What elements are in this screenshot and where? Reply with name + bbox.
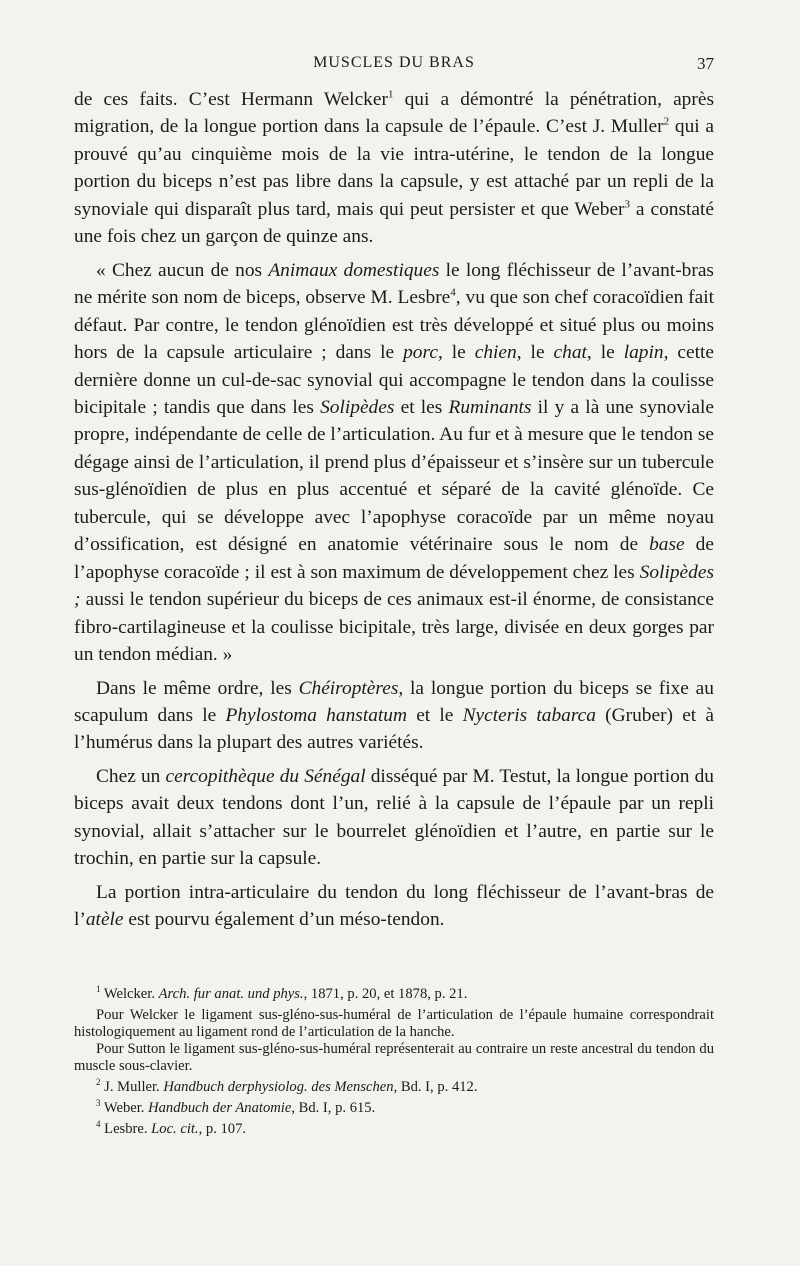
- italic-term: chat: [553, 342, 587, 364]
- text-run: Dans le même ordre, les: [96, 677, 299, 699]
- text-run: « Chez aucun de nos: [96, 259, 269, 281]
- text-run: est pourvu également d’un méso-tendon.: [123, 909, 445, 931]
- paragraph: [74, 675, 714, 757]
- text-run: Chez un: [96, 765, 166, 787]
- body-text: [74, 86, 714, 940]
- text-run: Pour Sutton le ligament sus-gléno-sus-huméral représenterait au contraire un reste ancestral du tendon du muscle sous-clavier.: [74, 1041, 714, 1074]
- text-run: le long fléchisseur de l’avant-bras ne mérite son nom de biceps, observe M. Lesbre: [74, 259, 714, 309]
- text-run: et le: [407, 704, 463, 726]
- text-run: de l’apophyse coracoïde ; il est à son maximum de développement chez les: [74, 534, 714, 583]
- text-run: (Gruber) et à l’humérus dans la plupart des autres variétés.: [74, 704, 714, 754]
- text-run: , Bd. I, p. 412.: [393, 1079, 478, 1095]
- text-run: , le: [586, 342, 624, 364]
- footnote-ref: 4: [450, 286, 456, 299]
- text-run: La portion intra-articulaire du tendon du long fléchisseur de l’avant-bras de l’: [74, 881, 714, 931]
- text-run: J. Muller.: [100, 1079, 164, 1095]
- italic-term: cercopithèque du Sénégal: [165, 765, 366, 787]
- italic-term: Solipèdes: [320, 396, 395, 418]
- page-number: 37: [697, 54, 714, 73]
- italic-term: lapin: [623, 342, 664, 364]
- paragraph: [74, 763, 714, 873]
- text-run: , cette dernière donne un cul-de-sac synovial qui accompagne le tendon dans la coulisse bicipitale ; tandis que dans les: [74, 342, 715, 418]
- footnote-ref: 3: [96, 1098, 101, 1109]
- footnote: [74, 1041, 714, 1075]
- text-run: Welcker.: [100, 986, 159, 1002]
- italic-term: Solipèdes ;: [74, 561, 714, 611]
- paragraph: [74, 86, 714, 251]
- italic-term: Phylostoma hanstatum: [225, 704, 407, 726]
- paragraph: [74, 257, 714, 669]
- text-run: , la longue portion du biceps se fixe au scapulum dans le: [74, 677, 714, 726]
- italic-term: Ruminants: [448, 396, 532, 418]
- footnote: [74, 986, 714, 1003]
- italic-term: atèle: [85, 909, 124, 931]
- footnote-ref: 2: [663, 115, 670, 128]
- running-title: MUSCLES DU BRAS: [313, 54, 475, 71]
- text-run: , p. 107.: [198, 1121, 247, 1137]
- text-run: , le: [437, 342, 475, 364]
- text-run: il y a là une synoviale propre, indépendante de celle de l’articulation. Au fur et à mesure que le tendon se dégage ainsi de l’articulation, il prend plus d’épaisseur et s’insère sur un tubercule sus-glénoïdien de plus en plus accentué et séparé de la cavité glénoïde. Ce tubercule, qui se développe avec l’apophyse coracoïde par un même noyau d’ossification, est désigné en anatomie vétérinaire sous le nom de: [74, 396, 714, 556]
- footnote-ref: 2: [96, 1077, 101, 1088]
- text-run: de ces faits. C’est Hermann Welcker: [74, 89, 388, 110]
- italic-term: Loc. cit.: [151, 1121, 199, 1137]
- text-run: Pour Welcker le ligament sus-gléno-sus-huméral de l’articulation de l’épaule humaine correspondrait histologiquement au ligament rond de l’articulation de la hanche.: [74, 1007, 714, 1040]
- text-run: , le: [516, 342, 554, 364]
- text-run: aussi le tendon supérieur du biceps de ces animaux est-il énorme, de consistance fibro-cartilagineuse et la coulisse bicipitale, très large, divisée en deux gorges par un tendon médian. »: [74, 589, 714, 666]
- italic-term: porc: [403, 342, 438, 364]
- paragraph: [74, 879, 714, 934]
- footnote-ref: 1: [387, 88, 394, 101]
- italic-term: chien: [474, 342, 517, 364]
- text-run: qui a prouvé qu’au cinquième mois de la vie intra-utérine, le tendon de la longue portion du biceps n’est pas libre dans la capsule, y est attaché par un repli de la synoviale qui disparaît plus tard, mais qui peut persister et que Weber: [74, 116, 714, 220]
- text-run: , vu que son chef coracoïdien fait défaut. Par contre, le tendon glénoïdien est très développé et situé plus ou moins hors de la capsule articulaire ; dans le: [74, 287, 714, 364]
- footnote-ref: 1: [96, 984, 101, 995]
- footnote: [74, 1079, 714, 1096]
- italic-term: Arch. fur anat. und phys.: [158, 986, 304, 1002]
- italic-term: Nycteris tabarca: [462, 704, 596, 726]
- footnote: [74, 1100, 714, 1117]
- footnote: [74, 1007, 714, 1041]
- text-run: , Bd. I, p. 615.: [291, 1100, 376, 1116]
- text-run: Weber.: [100, 1100, 149, 1116]
- italic-term: Animaux domestiques: [268, 259, 440, 281]
- footnotes: [74, 986, 714, 1142]
- italic-term: Handbuch derphysiolog. des Menschen: [163, 1079, 394, 1095]
- page-header: [74, 54, 714, 78]
- footnote: [74, 1121, 714, 1138]
- text-run: Lesbre.: [100, 1121, 152, 1137]
- text-run: a constaté une fois chez un garçon de quinze ans.: [74, 198, 714, 248]
- footnote-ref: 3: [624, 198, 631, 211]
- text-run: , 1871, p. 20, et 1878, p. 21.: [303, 986, 468, 1002]
- text-run: qui a démontré la pénétration, après migration, de la longue portion dans la capsule de l’épaule. C’est J. Muller: [74, 89, 714, 138]
- italic-term: Handbuch der Anatomie: [148, 1100, 292, 1116]
- italic-term: base: [649, 534, 685, 556]
- footnote-ref: 4: [96, 1119, 101, 1130]
- text-run: et les: [394, 396, 449, 418]
- text-run: disséqué par M. Testut, la longue portion du biceps avait deux tendons dont l’un, relié à la capsule de l’épaule par un repli synovial, allait s’attacher sur le bourrelet glénoïdien et l’autre, en partie sur le trochin, en partie sur la capsule.: [74, 765, 714, 870]
- italic-term: Chéiroptères: [298, 677, 399, 699]
